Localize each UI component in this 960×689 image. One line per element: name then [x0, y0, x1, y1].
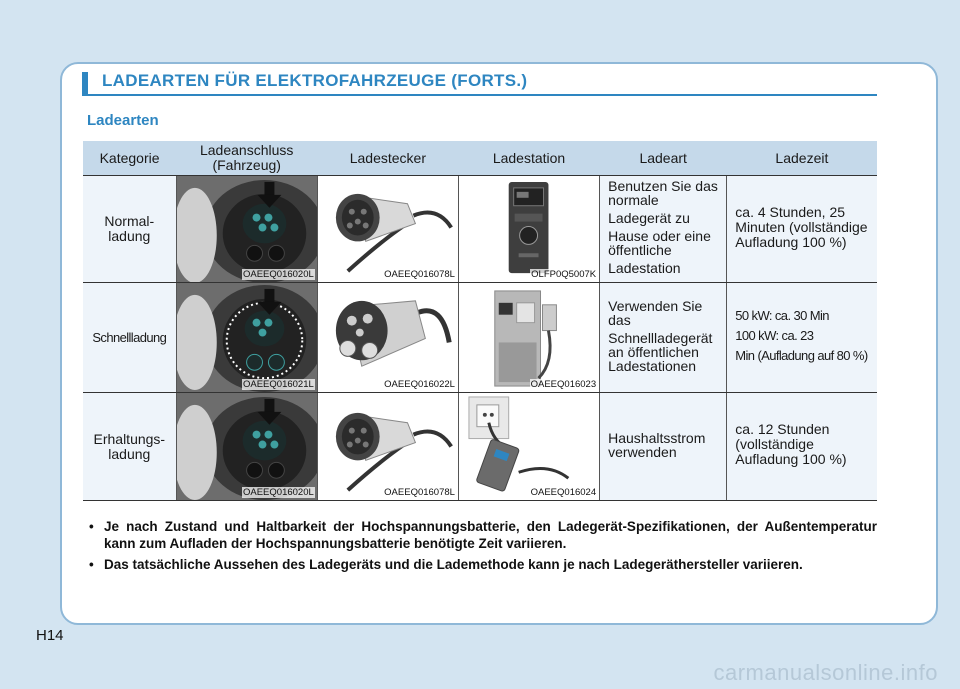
image-cell	[458, 283, 599, 393]
header-accent-bar	[82, 72, 88, 94]
charge-time-text: Min (Aufladung auf 80 %)	[735, 347, 868, 363]
charge-time-cell	[727, 176, 877, 283]
notes-list	[87, 518, 877, 577]
table-row	[83, 176, 877, 283]
column-header: Ladeart	[600, 141, 727, 176]
charging-port-illustration	[177, 393, 317, 500]
charge-type-text: Haushaltsstrom verwenden	[608, 429, 706, 460]
charge-type-cell	[600, 176, 727, 283]
note-item: • Je nach Zustand und Haltbarkeit der Hochspannungsbatterie, den Ladegerät-Spezifikationen, der Außentemperatur kann zum Aufladen der Hochspannungsbatterie benötigte Zeit variieren.	[87, 518, 877, 552]
image-cell	[317, 176, 458, 283]
charge-type-text: Ladegerät zu	[608, 210, 690, 226]
watermark: carmanualsonline.info	[713, 660, 938, 685]
image-code: OAEEQ016078L	[384, 487, 455, 498]
charge-time-text: ca. 4 Stunden, 25 Minuten (vollständige Aufladung 100 %)	[735, 203, 868, 250]
section-title: LADEARTEN FÜR ELEKTROFAHRZEUGE (FORTS.)	[102, 71, 528, 90]
column-header: Ladeanschluss (Fahrzeug)	[176, 141, 317, 176]
charging-port-illustration	[177, 176, 317, 282]
image-cell	[458, 393, 599, 501]
charging-plug-illustration	[318, 393, 458, 500]
category-label: Schnellladung	[92, 330, 167, 345]
fast-charger-station-illustration	[459, 283, 599, 392]
category-label: Erhaltungs-ladung	[93, 430, 166, 462]
image-cell	[458, 176, 599, 283]
image-code: OAEEQ016078L	[384, 269, 455, 280]
charging-types-table	[83, 141, 877, 501]
charge-type-text: Verwenden Sie das	[608, 297, 703, 328]
image-code: OAEEQ016021L	[243, 379, 314, 390]
charging-plug-illustration	[318, 176, 458, 282]
image-cell	[176, 393, 317, 501]
charge-time-text: ca. 12 Stunden (vollständige Aufladung 100 %)	[735, 421, 847, 467]
table-header-row	[83, 141, 877, 176]
charge-type-text: Schnellladegerät an öffentlichen Ladestationen	[608, 329, 713, 374]
category-cell	[83, 393, 176, 501]
image-code: OAEEQ016023	[530, 379, 597, 390]
image-cell	[317, 283, 458, 393]
image-cell	[176, 283, 317, 393]
column-header: Ladestation	[458, 141, 599, 176]
subsection-title: Ladearten	[87, 112, 159, 129]
note-item: • Das tatsächliche Aussehen des Ladegeräts und die Lademethode kann je nach Ladegeräthersteller variieren.	[87, 556, 877, 573]
column-header: Ladestecker	[317, 141, 458, 176]
charge-time-text: 50 kW: ca. 30 Min	[735, 307, 829, 323]
charge-time-cell	[727, 393, 877, 501]
image-code: OAEEQ016020L	[243, 487, 314, 498]
image-cell	[317, 393, 458, 501]
charge-type-cell	[600, 283, 727, 393]
section-header	[82, 70, 877, 96]
charge-type-text: Ladestation	[608, 260, 681, 276]
charge-type-text: Hause oder eine öffentliche	[608, 228, 711, 258]
category-cell	[83, 283, 176, 393]
category-label: Normal-ladung	[104, 213, 155, 244]
fast-charging-port-illustration	[177, 283, 317, 392]
charge-time-cell	[727, 283, 877, 393]
image-cell	[176, 176, 317, 283]
image-code: OAEEQ016020L	[243, 269, 314, 280]
image-code: OAEEQ016024	[530, 487, 597, 498]
charge-type-text: Benutzen Sie das normale	[608, 178, 718, 208]
category-cell	[83, 176, 176, 283]
fast-charging-plug-illustration	[318, 283, 458, 392]
image-code: OLFP0Q5007K	[531, 269, 597, 280]
charge-type-cell	[600, 393, 727, 501]
column-header: Ladezeit	[727, 141, 877, 176]
column-header: Kategorie	[83, 141, 176, 176]
home-charger-illustration	[459, 176, 599, 282]
table-row	[83, 283, 877, 393]
portable-charger-illustration	[459, 393, 599, 500]
image-code: OAEEQ016022L	[384, 379, 455, 390]
charge-time-text: 100 kW: ca. 23	[735, 327, 814, 343]
table-row	[83, 393, 877, 501]
page-number: H14	[36, 627, 64, 644]
